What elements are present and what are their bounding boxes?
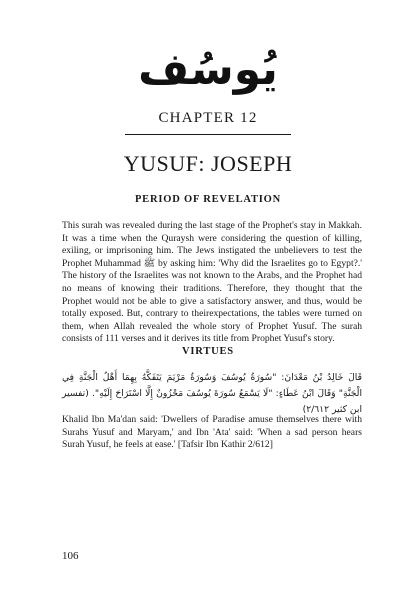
chapter-divider [125,134,291,135]
period-heading: PERIOD OF REVELATION [134,194,282,205]
surah-calligraphy: يُوسُف [138,44,278,95]
period-paragraph: This surah was revealed during the last stage of the Prophet's stay in Makkah. It was a time when the Quraysh were considering the question of killing, exiling, or imprisoning him. The Jews instigated the unbelievers to test the Prophet Muhammad ﷺ by asking him: 'Why did the Israelites go to Egypt?.' The history of the Israelites was not known to the Arabs, and the Prophet had no means of knowing their traditions. Therefore, they thought that the Prophet would not be able to give a satisfactory answer, and thus, would be totally exposed. But, contrary to theirexpectations, the tables were turned on them, when Allah revealed the whole story of Prophet Yusuf. The surah consists of 111 verses and it derives its title from Prophet Yusuf's story. [62,220,362,345]
virtues-arabic-quote: قَالَ خَالِدُ بْنُ مَعْدَانَ: "سُورَةُ يُوسُفَ وَسُورَةُ مَرْيَمَ يَتَفَكَّهُ بِهِمَا أَهْلُ الْجَنَّةِ فِي الْجَنَّةِ" وَقَالَ ابْنُ عَطَاءٍ: "لَا يَسْمَعُ سُورَةَ يُوسُفَ مَحْزُونٌ إِلَّا اسْتَرَاحَ إِلَيْهِ". (تفسير ابن كثير ٢/٦١٢) [62,372,362,415]
surah-title: YUSUF: JOSEPH [123,151,293,176]
virtues-paragraph: Khalid Ibn Ma'dan said: 'Dwellers of Paradise amuse themselves there with Surahs Yusuf and Maryam,' and Ibn 'Ata' said: 'When a sad person hears Surah Yusuf, he feels at ease.' [Tafsir Ibn Kathir 2/612] [62,414,362,451]
chapter-label: CHAPTER 12 [158,110,258,126]
page-number: 106 [62,550,79,562]
virtues-heading: VIRTUES [182,346,234,357]
